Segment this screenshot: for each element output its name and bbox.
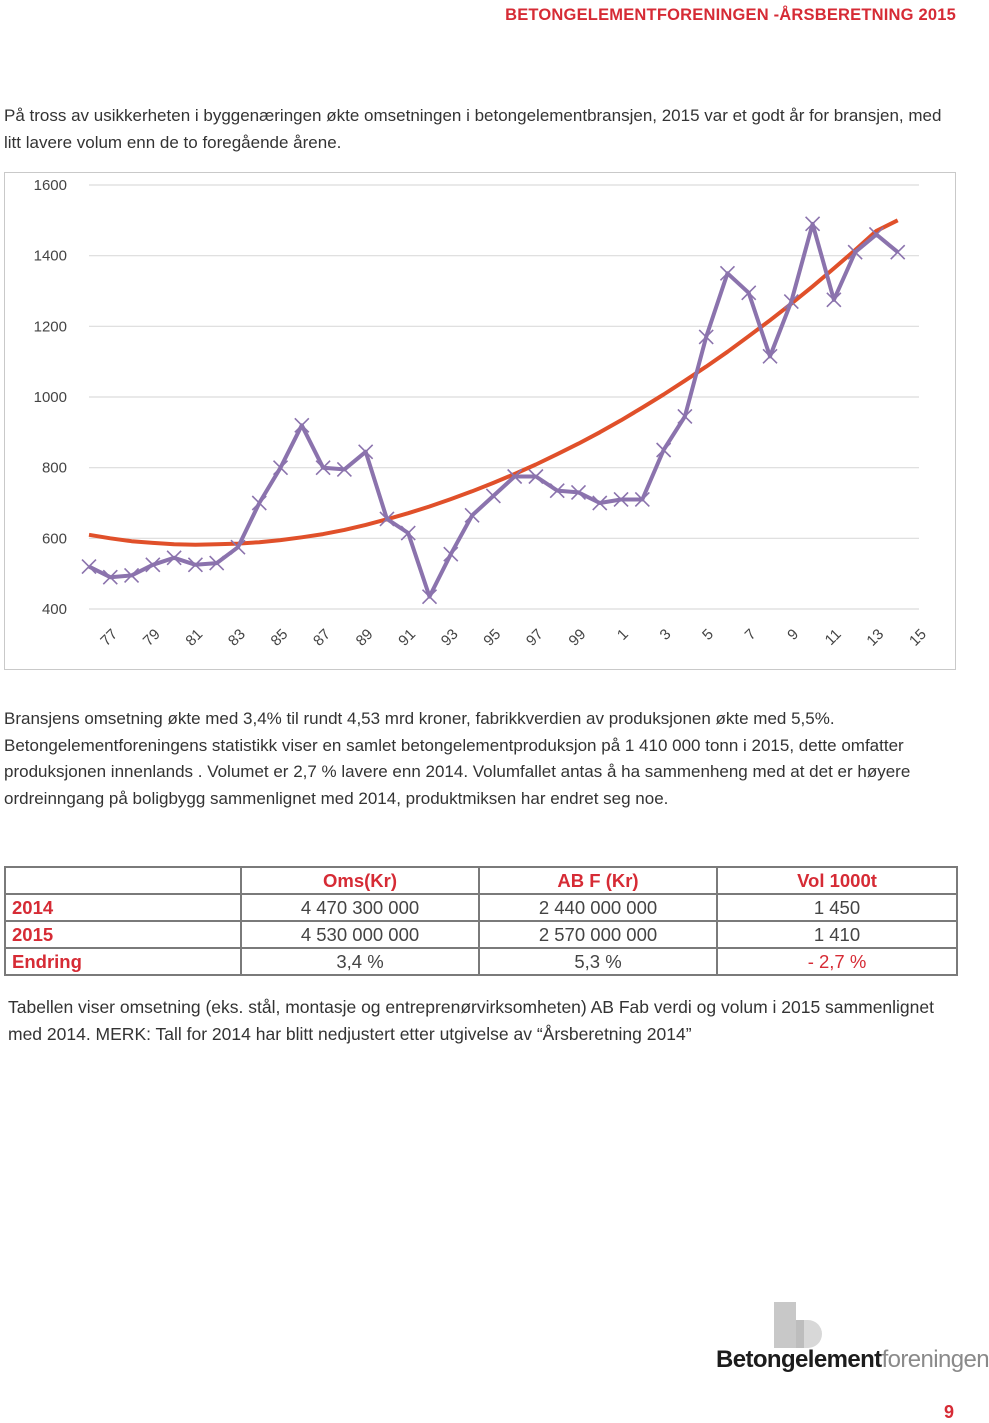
data-point-marker [444,547,458,561]
table-cell: 1 410 [717,921,957,948]
x-tick-label: 15 [906,625,930,650]
data-point-marker [295,418,309,432]
data-point-marker [465,508,479,522]
x-tick-label: 97 [522,625,547,650]
chart-y-ticks [34,177,67,618]
logo-wordmark-bold: Betongelement [716,1346,882,1373]
x-tick-label: 81 [182,625,207,650]
table-cell: 3,4 % [241,948,479,975]
chart-series [82,217,905,604]
data-point-marker [82,560,96,574]
data-point-marker [891,245,905,259]
x-tick-label: 5 [699,625,718,644]
x-tick-label: 11 [821,625,845,649]
x-tick-label: 13 [863,625,888,650]
table-row-label: 2014 [5,894,241,921]
x-tick-label: 95 [480,625,505,650]
intro-paragraph: På tross av usikkerheten i byggenæringen økte omsetningen i betongelementbransjen, 2015 var et godt år for bransjen, med litt lavere volum enn de to foregående årene. [4,106,942,152]
page-number: 9 [943,1402,954,1422]
table-cell: 4 470 300 000 [241,894,479,921]
table-row-label: Endring [5,948,241,975]
logo-wordmark-light: foreningen [881,1346,989,1373]
table-cell: 2 570 000 000 [479,921,717,948]
table-row [5,948,957,975]
table-cell: 5,3 % [479,948,717,975]
x-tick-label: 83 [224,625,249,650]
table-header-cell: Vol 1000t [717,867,957,894]
table-cell: - 2,7 % [717,948,957,975]
y-tick-label: 1000 [33,389,67,406]
table-row [5,894,957,921]
logo-wordmark [716,1346,989,1374]
y-tick-label: 1400 [33,247,67,265]
y-tick-label: 800 [41,459,67,477]
table-cell: 4 530 000 000 [241,921,479,948]
page-header-title: BETONGELEMENTFORENINGEN -ÅRSBERETNING 2015 [505,6,956,24]
data-point-marker [252,496,266,510]
table-header-cell [5,867,241,894]
table-header-row [5,867,957,894]
x-tick-label: 99 [565,625,590,650]
logo-b-mark-icon [774,1302,834,1348]
x-tick-label: 87 [310,625,334,650]
x-tick-label: 7 [741,625,760,644]
table-row [5,921,957,948]
chart-svg [5,173,955,669]
x-tick-label: 9 [784,625,803,644]
x-tick-label: 1 [613,625,632,644]
organization-logo [716,1300,989,1380]
x-tick-label: 85 [267,625,292,650]
x-tick-label: 77 [97,625,122,650]
series-line [89,224,898,597]
x-tick-label: 91 [395,625,420,650]
x-tick-label: 89 [352,625,377,650]
chart-x-ticks [97,626,930,650]
y-tick-label: 1200 [33,318,67,336]
table-cell: 1 450 [717,894,957,921]
table-header-cell: Oms(Kr) [241,867,479,894]
y-tick-label: 400 [41,601,67,618]
x-tick-label: 3 [656,625,675,644]
x-tick-label: 93 [437,625,462,650]
y-tick-label: 600 [41,530,67,548]
table-row-label: 2015 [5,921,241,948]
table-caption: Tabellen viser omsetning (eks. stål, montasje og entreprenørvirksomheten) AB Fab verdi og volum i 2015 sammenlignet med 2014. MERK: Tall for 2014 har blitt nedjustert etter utgivelse av “Årsberetning 2014” [8,997,934,1044]
data-point-marker [486,489,500,503]
production-chart [4,172,956,670]
table-header-cell: AB F (Kr) [479,867,717,894]
table-cell: 2 440 000 000 [479,894,717,921]
summary-table [4,866,956,976]
y-tick-label: 1600 [33,177,67,194]
body-paragraph: Bransjens omsetning økte med 3,4% til rundt 4,53 mrd kroner, fabrikkverdien av produksjonen økte med 5,5%. Betongelementforeningens statistikk viser en samlet betongelementproduksjon på 1 410 000 tonn i 2015, dette omfatter produksjonen innenlands . Volumet er 2,7 % lavere enn 2014. Volumfallet antas å ha sammenheng med at det er høyere ordreinngang på boligbygg sammenlignet med 2014, produktmiksen har endret seg noe. [4,709,911,808]
x-tick-label: 79 [139,625,164,650]
